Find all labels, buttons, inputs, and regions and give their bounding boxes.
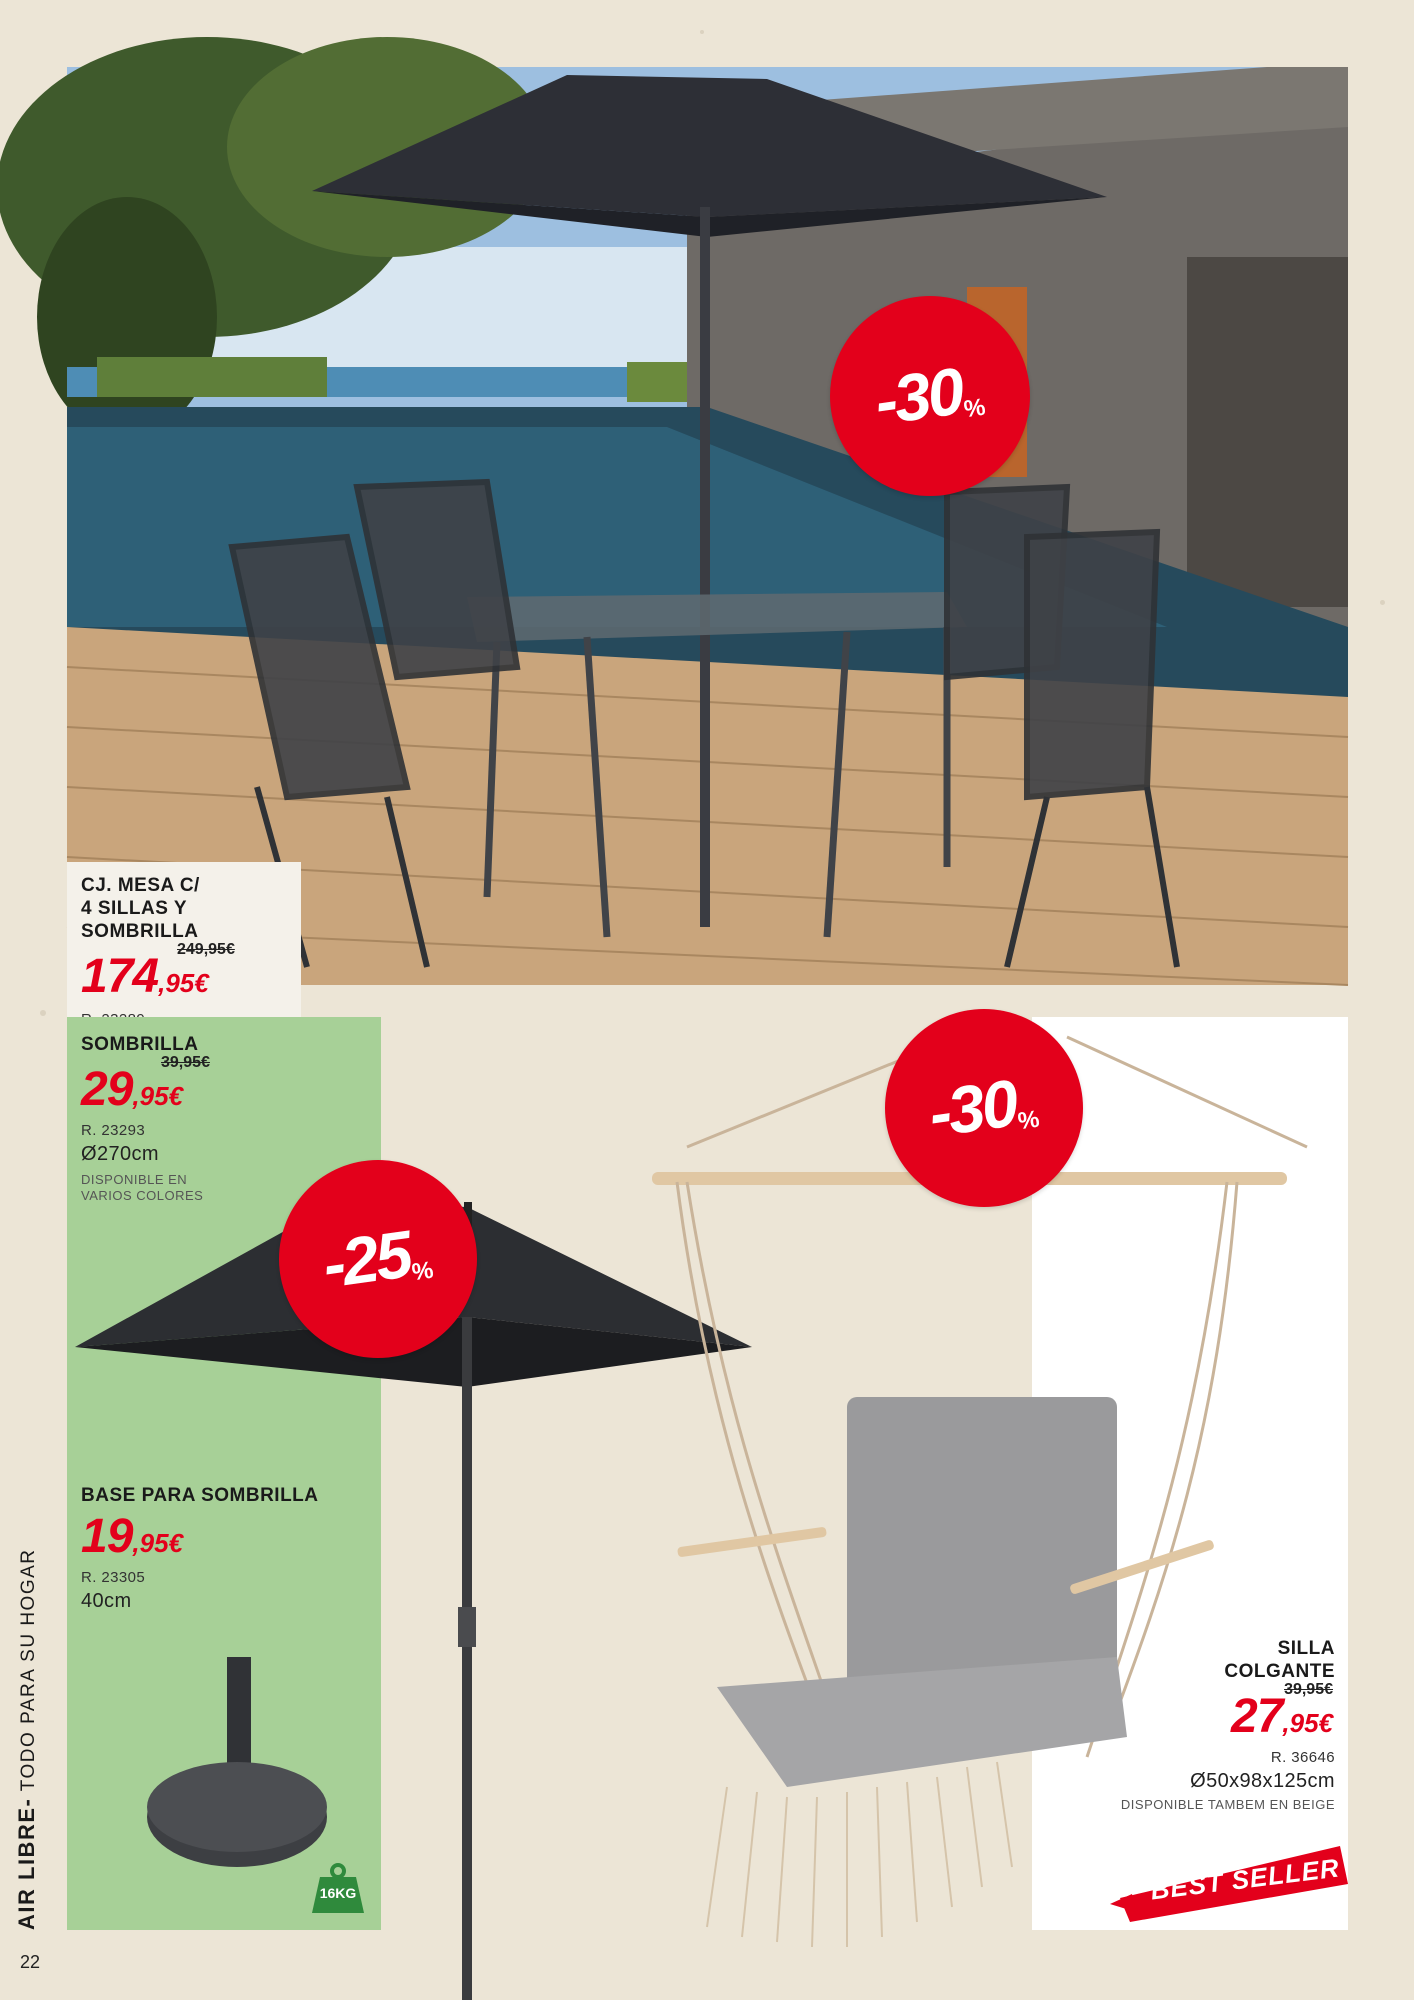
price-block	[81, 941, 287, 1003]
discount-percent-sign: %	[409, 1256, 435, 1287]
availability-note: VARIOS COLORES	[81, 1188, 204, 1203]
product-label-hanging-chair	[1070, 1637, 1335, 1813]
product-reference: R. 23293	[81, 1122, 146, 1139]
old-price: 249,95€	[177, 941, 235, 958]
product-name-line: SOMBRILLA	[81, 921, 199, 942]
product-name-line: 4 SILLAS Y	[81, 898, 188, 919]
price-block	[1070, 1681, 1335, 1743]
availability-note: DISPONIBLE EN	[81, 1172, 188, 1187]
old-price: 39,95€	[1284, 1681, 1333, 1698]
product-reference: R. 23305	[81, 1569, 146, 1586]
product-name-line: CJ. MESA C/	[81, 875, 200, 896]
patio-scene-illustration	[67, 67, 1348, 985]
old-price: 39,95€	[161, 1054, 210, 1071]
price-integer: 29	[81, 1063, 133, 1116]
product-name-line: SILLA	[1277, 1638, 1335, 1659]
product-name: BASE PARA SOMBRILLA	[81, 1485, 319, 1506]
discount-value: -30	[870, 353, 967, 439]
price-block	[81, 1054, 351, 1116]
discount-value: -30	[924, 1065, 1021, 1151]
page-number: 22	[20, 1952, 41, 1972]
product-label-umbrella-base	[81, 1484, 371, 1613]
discount-value: -25	[318, 1216, 415, 1302]
discount-badge	[885, 1009, 1083, 1207]
paper-speck	[1380, 600, 1385, 605]
price-integer: 27	[1231, 1690, 1283, 1743]
weight-value: 16KG	[319, 1885, 357, 1901]
product-dimension: Ø50x98x125cm	[1190, 1770, 1335, 1792]
section-subtitle: TODO PARA SU HOGAR	[18, 1548, 39, 1792]
price-decimal: ,95€	[132, 1081, 183, 1111]
discount-badge	[830, 296, 1030, 496]
weight-icon	[310, 1863, 366, 1913]
price-decimal: ,95€	[132, 1528, 183, 1558]
discount-percent-sign: %	[1015, 1105, 1041, 1136]
price-decimal: ,95€	[158, 968, 209, 998]
section-title: AIR LIBRE-	[14, 1797, 39, 1930]
paper-speck	[40, 1010, 46, 1016]
price-block	[81, 1509, 371, 1565]
price-integer: 174	[81, 950, 159, 1003]
availability-note: DISPONIBLE TAMBEM EN BEIGE	[1120, 1797, 1335, 1812]
hero-photo-patio-set	[67, 67, 1348, 1003]
paper-speck	[700, 30, 704, 34]
product-name: SOMBRILLA	[81, 1034, 199, 1055]
best-seller-text: BEST SELLER	[1148, 1852, 1342, 1906]
discount-percent-sign: %	[961, 393, 987, 424]
best-seller-badge	[1110, 1846, 1350, 1922]
price-decimal: ,95€	[1282, 1708, 1333, 1738]
product-dimension: 40cm	[81, 1590, 132, 1612]
product-reference: R. 36646	[1270, 1749, 1335, 1766]
price-integer: 19	[81, 1510, 133, 1563]
product-name-line: COLGANTE	[1224, 1661, 1335, 1682]
product-dimension: Ø270cm	[81, 1143, 159, 1165]
section-title-vertical	[14, 1549, 40, 1931]
product-label-umbrella	[81, 1033, 351, 1204]
